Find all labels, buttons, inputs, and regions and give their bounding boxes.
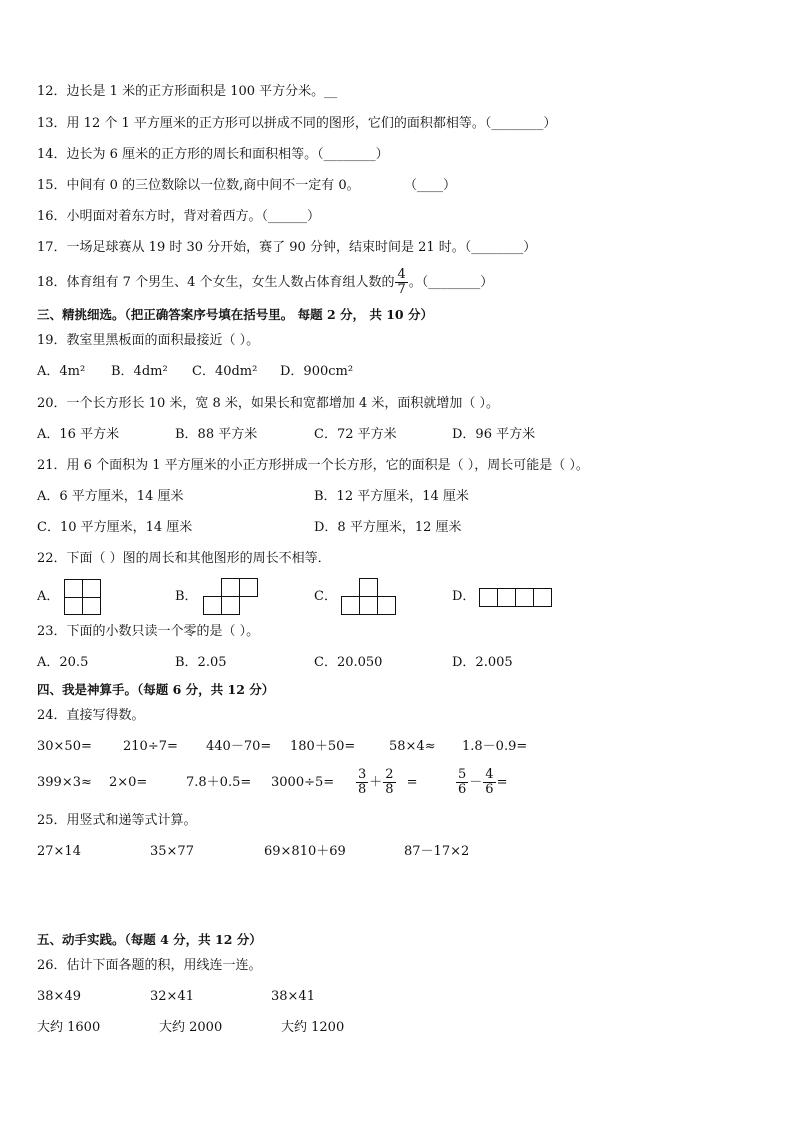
fraction-denominator: 7 [397, 282, 406, 297]
q21-option-d[interactable]: D．8 平方厘米，12 厘米 [314, 520, 462, 535]
fraction-denominator: 8 [358, 782, 367, 797]
calc-item: 69×810＋69 [264, 844, 346, 859]
q23-option-b[interactable]: B．2.05 [175, 655, 227, 670]
calc-item: 58×4≈ [389, 739, 436, 754]
q23-option-c[interactable]: C．20.050 [314, 655, 383, 670]
calc-item: 27×14 [37, 844, 81, 859]
question-16: 16．小明面对着东方时，背对着西方。（______） [37, 209, 321, 224]
q26-estimate[interactable]: 大约 2000 [159, 1020, 223, 1035]
fraction-numerator: 2 [385, 767, 394, 782]
q22-label-b[interactable]: B． [175, 589, 198, 604]
q22-figure-a [64, 579, 101, 615]
q23-option-d[interactable]: D．2.005 [452, 655, 513, 670]
q19-option-d[interactable]: D．900cm² [280, 364, 354, 379]
question-20: 20．一个长方形长 10 米，宽 8 米，如果长和宽都增加 4 米，面积就增加（ ）。 [37, 396, 500, 411]
fraction-numerator: 3 [358, 767, 367, 782]
equals-sign: = [406, 775, 418, 790]
calc-item: 87－17×2 [404, 844, 470, 859]
q26-estimate[interactable]: 大约 1600 [37, 1020, 101, 1035]
fraction-denominator: 8 [385, 782, 394, 797]
q22-label-c[interactable]: C． [314, 589, 337, 604]
q22-figure-b [203, 578, 257, 615]
minus-sign: － [469, 775, 483, 790]
calc-item: 3000÷5= [271, 775, 335, 790]
calc-item: 30×50= [37, 739, 92, 754]
plus-sign: ＋ [369, 775, 383, 790]
fraction-numerator: 4 [397, 267, 406, 282]
section-3-heading: 三、精挑细选。（把正确答案序号填在括号里。 每题 2 分， 共 10 分） [37, 307, 433, 322]
fraction-numerator: 4 [485, 767, 494, 782]
calc-item: 399×3≈ [37, 775, 92, 790]
q23-option-a[interactable]: A．20.5 [37, 655, 89, 670]
q20-option-d[interactable]: D．96 平方米 [452, 427, 536, 442]
question-26: 26．估计下面各题的积，用线连一连。 [37, 958, 262, 973]
q22-figure-c [341, 578, 396, 615]
calc-item: 35×77 [150, 844, 194, 859]
q19-option-b[interactable]: B．4dm² [111, 364, 168, 379]
q26-product[interactable]: 32×41 [150, 989, 194, 1004]
question-25: 25．用竖式和递等式计算。 [37, 813, 197, 828]
equals-sign: = [496, 775, 508, 790]
q20-option-b[interactable]: B．88 平方米 [175, 427, 258, 442]
q22-label-d[interactable]: D． [452, 589, 476, 604]
calc-item: 7.8＋0.5= [186, 775, 252, 790]
q26-product[interactable]: 38×41 [271, 989, 315, 1004]
fraction-4-7 [395, 268, 407, 297]
fraction-numerator: 5 [458, 767, 467, 782]
q26-estimate[interactable]: 大约 1200 [281, 1020, 345, 1035]
q21-option-b[interactable]: B．12 平方厘米，14 厘米 [314, 489, 469, 504]
q21-option-c[interactable]: C．10 平方厘米，14 厘米 [37, 520, 193, 535]
question-17: 17．一场足球赛从 19 时 30 分开始，赛了 90 分钟，结束时间是 21 时。（________） [37, 240, 537, 255]
fraction-denominator: 6 [485, 782, 494, 797]
question-18-blank: 。（________） [408, 275, 494, 290]
q26-product[interactable]: 38×49 [37, 989, 81, 1004]
section-5-heading: 五、动手实践。（每题 4 分，共 12 分） [37, 932, 262, 947]
fraction-addition [355, 765, 417, 801]
section-4-heading: 四、我是神算手。（每题 6 分，共 12 分） [37, 682, 275, 697]
q19-option-c[interactable]: C．40dm² [192, 364, 258, 379]
q22-figure-d [479, 588, 552, 607]
calc-item: 2×0= [109, 775, 148, 790]
question-19: 19．教室里黑板面的面积最接近（ ）。 [37, 333, 260, 348]
calc-item: 1.8－0.9= [462, 739, 528, 754]
q19-option-a[interactable]: A．4m² [37, 364, 86, 379]
q21-option-a[interactable]: A．6 平方厘米，14 厘米 [37, 489, 184, 504]
question-13: 13．用 12 个 1 平方厘米的正方形可以拼成不同的图形，它们的面积都相等。（________） [37, 116, 557, 131]
question-18 [37, 268, 493, 298]
calc-item: 440－70= [206, 739, 272, 754]
question-12: 12．边长是 1 米的正方形面积是 100 平方分米。__ [37, 84, 338, 99]
question-15: 15．中间有 0 的三位数除以一位数,商中间不一定有 0。 [37, 178, 360, 193]
q20-option-a[interactable]: A．16 平方米 [37, 427, 120, 442]
fraction-denominator: 6 [458, 782, 467, 797]
question-23: 23．下面的小数只读一个零的是（ ）。 [37, 624, 260, 639]
calc-item: 180＋50= [290, 739, 356, 754]
question-24: 24．直接写得数。 [37, 708, 145, 723]
q20-option-c[interactable]: C．72 平方米 [314, 427, 397, 442]
fraction-subtraction [455, 765, 507, 801]
question-18-text: 18．体育组有 7 个男生、4 个女生，女生人数占体育组人数的 [37, 275, 395, 290]
question-22: 22．下面（ ）图的周长和其他图形的周长不相等． [37, 551, 331, 566]
question-14: 14．边长为 6 厘米的正方形的周长和面积相等。（________） [37, 147, 389, 162]
calc-item: 210÷7= [123, 739, 178, 754]
question-15-blank[interactable]: （____） [404, 178, 457, 193]
question-21: 21．用 6 个面积为 1 平方厘米的小正方形拼成一个长方形，它的面积是（ ），周长可能是（ ）。 [37, 458, 589, 473]
q22-label-a[interactable]: A． [37, 589, 60, 604]
